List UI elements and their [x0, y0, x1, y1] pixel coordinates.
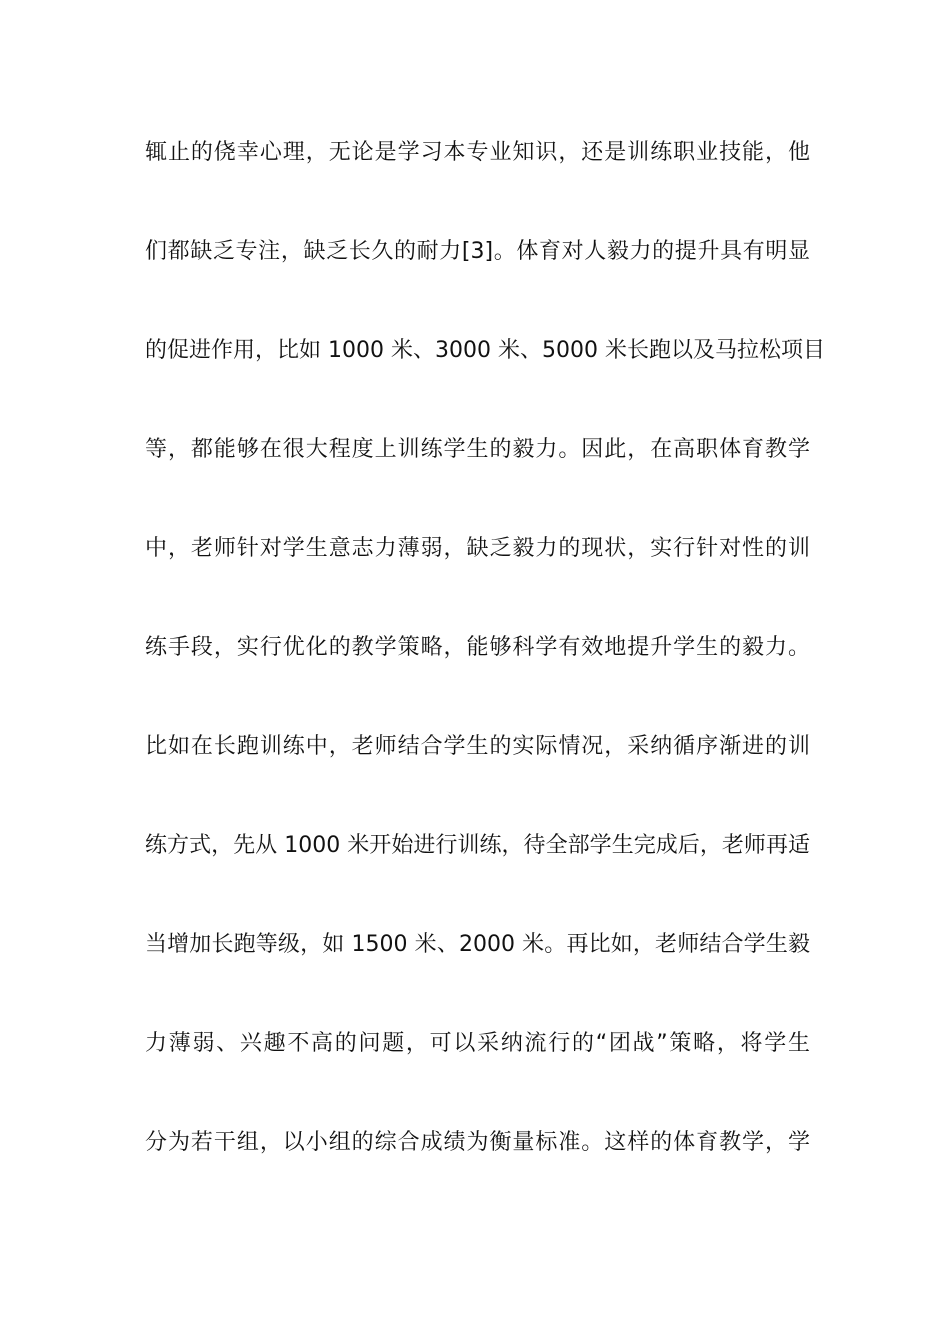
text-line-3: 的促进作用，比如 1000 米、3000 米、5000 米长跑以及马拉松项目 — [145, 338, 825, 363]
text-line-4: 等，都能够在很大程度上训练学生的毅力。因此，在高职体育教学 — [145, 437, 810, 462]
document-text-body — [145, 129, 825, 1218]
text-line-8: 练方式，先从 1000 米开始进行训练，待全部学生完成后，老师再适 — [145, 833, 810, 858]
text-line-2: 们都缺乏专注，缺乏长久的耐力[3]。体育对人毅力的提升具有明显 — [145, 239, 810, 264]
text-line-11: 分为若干组，以小组的综合成绩为衡量标准。这样的体育教学，学 — [145, 1130, 810, 1155]
text-line-6: 练手段，实行优化的教学策略，能够科学有效地提升学生的毅力。 — [145, 635, 810, 660]
text-line-10: 力薄弱、兴趣不高的问题，可以采纳流行的“团战”策略，将学生 — [145, 1031, 810, 1056]
text-line-5: 中，老师针对学生意志力薄弱，缺乏毅力的现状，实行针对性的训 — [145, 536, 810, 561]
text-line-1: 辄止的侥幸心理，无论是学习本专业知识，还是训练职业技能，他 — [145, 140, 810, 165]
text-line-7: 比如在长跑训练中，老师结合学生的实际情况，采纳循序渐进的训 — [145, 734, 810, 759]
text-line-9: 当增加长跑等级，如 1500 米、2000 米。再比如，老师结合学生毅 — [145, 932, 810, 957]
